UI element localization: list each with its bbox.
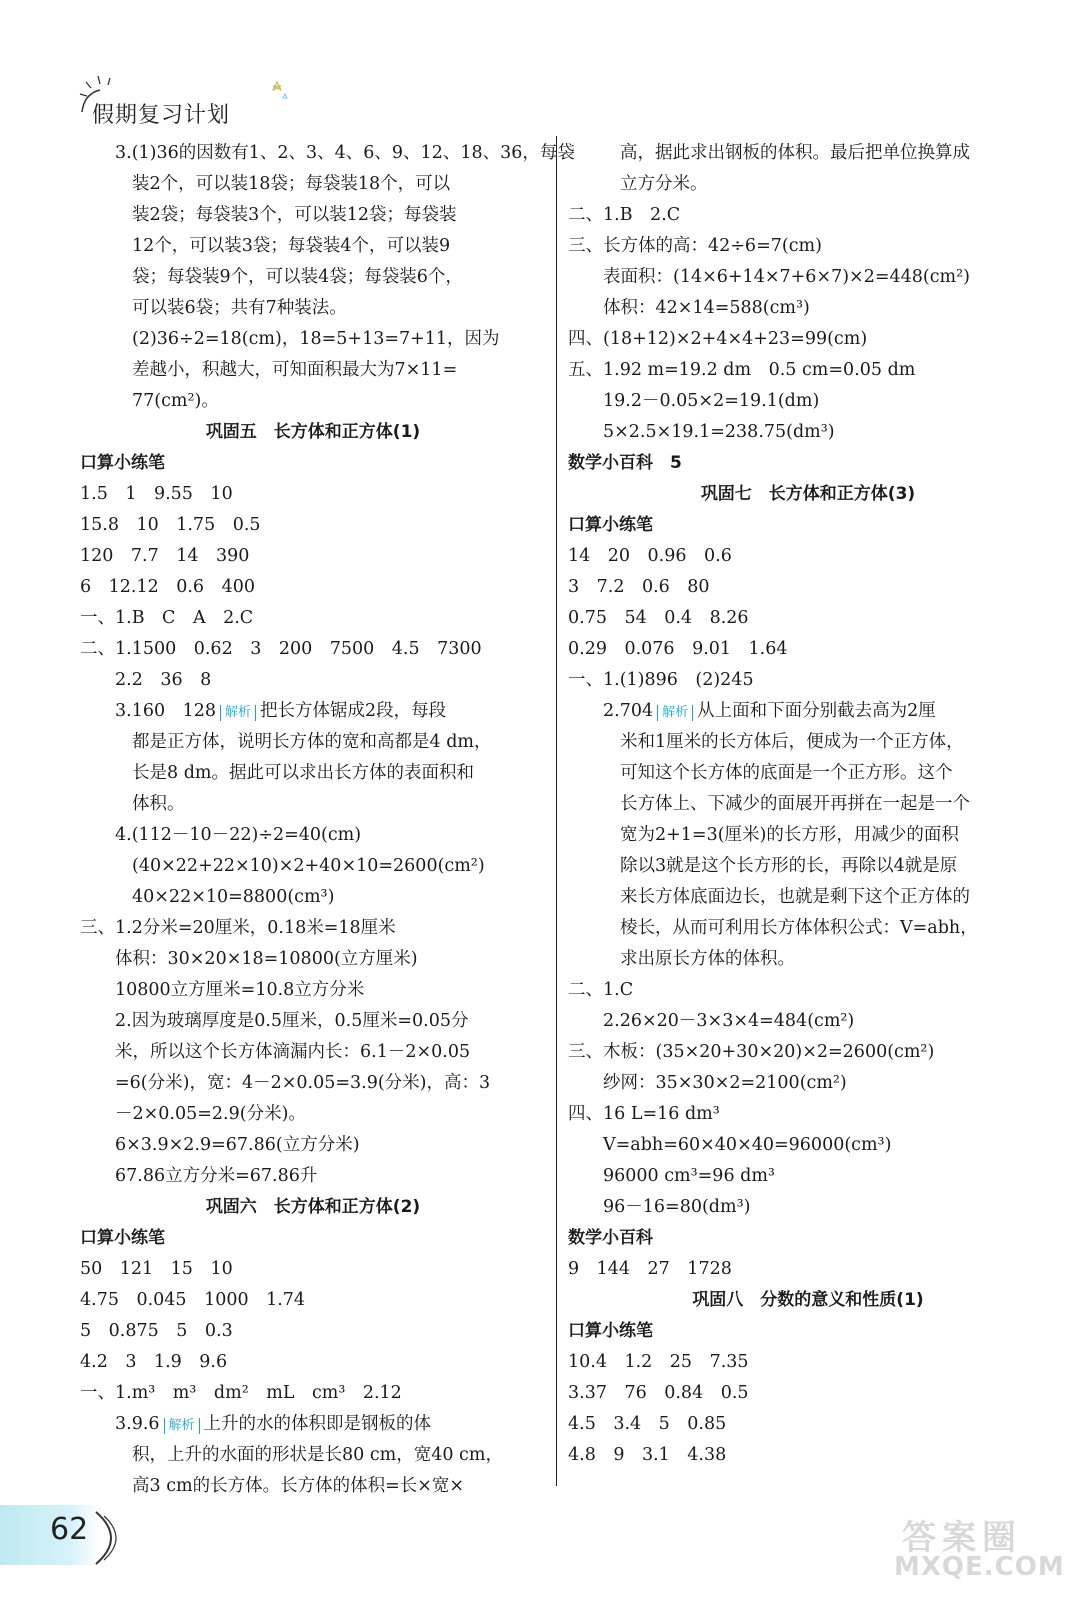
answer-line: =6(分米)，宽：4－2×0.05=3.9(分米)，高：3 [115, 1073, 491, 1093]
answer-line: 40×22×10=8800(cm³) [132, 887, 335, 907]
answer-line: 纱网：35×30×2=2100(cm²) [603, 1073, 847, 1093]
answer-line: 二、1.B 2.C [568, 205, 681, 225]
answer-line: 2.2 36 8 [115, 670, 212, 690]
answer-line: 一、1.m³ m³ dm² mL cm³ 2.12 [80, 1383, 402, 1403]
subsection-heading: 口算小练笔 [568, 1321, 653, 1341]
page-header [78, 72, 338, 132]
answer-line: 19.2－0.05×2=19.1(dm) [603, 391, 820, 411]
answer-line: 5 0.875 5 0.3 [80, 1321, 233, 1341]
answer-line: 50 121 15 10 [80, 1259, 233, 1279]
answer-line: 15.8 10 1.75 0.5 [80, 515, 261, 535]
answer-line: 4.2 3 1.9 9.6 [80, 1352, 228, 1372]
answer-text: 2.704 [603, 701, 654, 721]
subsection-heading: 数学小百科 5 [568, 453, 682, 473]
section-title: 巩固八 分数的意义和性质(1) [692, 1290, 924, 1310]
answer-line: 体积：42×14=588(cm³) [603, 298, 810, 318]
answer-line: 120 7.7 14 390 [80, 546, 250, 566]
answer-line: 五、1.92 m=19.2 dm 0.5 cm=0.05 dm [568, 360, 916, 380]
answer-line: 米和1厘米的长方体后，便成为一个正方体， [620, 732, 964, 752]
answer-line: 立方分米。 [620, 174, 708, 194]
answer-line: 除以3就是这个长方形的长，再除以4就是原 [620, 856, 958, 876]
answer-line: 装2个，可以装18袋；每袋装18个，可以 [132, 174, 451, 194]
answer-line: 高，据此求出钢板的体积。最后把单位换算成 [620, 143, 970, 163]
answer-text: 从上面和下面分别截去高为2厘 [697, 701, 936, 721]
answer-line [80, 696, 546, 727]
answer-line: 四、16 L=16 dm³ [568, 1104, 720, 1124]
answer-text: 3.9.6 [115, 1414, 160, 1434]
answer-line: 1.5 1 9.55 10 [80, 484, 233, 504]
page-number: 62 [50, 1512, 89, 1547]
answer-line: 体积。 [132, 794, 185, 814]
answer-line: 0.29 0.076 9.01 1.64 [568, 639, 788, 659]
left-column [80, 138, 575, 1502]
answer-line: 差越小，积越大，可知面积最大为7×11= [132, 360, 458, 380]
answer-line: 袋；每袋装9个，可以装4袋；每袋装6个， [132, 267, 463, 287]
analysis-tag: 解析 [164, 1418, 200, 1434]
answer-line: 4.5 3.4 5 0.85 [568, 1414, 727, 1434]
answer-line: 3.(1)36的因数有1、2、3、4、6、9、12、18、36，每袋 [115, 143, 575, 163]
answer-line: 积，上升的水面的形状是长80 cm，宽40 cm， [132, 1445, 503, 1465]
answer-line: 求出原长方体的体积。 [620, 949, 795, 969]
answer-line: 14 20 0.96 0.6 [568, 546, 732, 566]
answer-line: (40×22+22×10)×2+40×10=2600(cm²) [132, 856, 485, 876]
section-title: 巩固七 长方体和正方体(3) [700, 484, 916, 504]
answer-line: 可以装6袋；共有7种装法。 [132, 298, 347, 318]
column-divider [556, 136, 557, 1486]
answer-line: 二、1.C [568, 980, 634, 1000]
subsection-heading: 数学小百科 [568, 1228, 653, 1248]
answer-line: 三、1.2分米=20厘米，0.18米=18厘米 [80, 918, 396, 938]
answer-line: 4.75 0.045 1000 1.74 [80, 1290, 306, 1310]
answer-line: (2)36÷2=18(cm)，18=5+13=7+11，因为 [132, 329, 500, 349]
answer-line: 67.86立方分米=67.86升 [115, 1166, 318, 1186]
answer-line: 四、(18+12)×2+4×4+23=99(cm) [568, 329, 868, 349]
answer-line: 96－16=80(dm³) [603, 1197, 751, 1217]
watermark-logo: 答案圈 [902, 1518, 1022, 1558]
answer-line: 4.(112－10－22)÷2=40(cm) [115, 825, 362, 845]
answer-line: 2.26×20－3×3×4=484(cm²) [603, 1011, 855, 1031]
answer-line [568, 696, 1048, 727]
answer-line: 长是8 dm。据此可以求出长方体的表面积和 [132, 763, 474, 783]
answer-line: 宽为2+1=3(厘米)的长方形，用减少的面积 [620, 825, 959, 845]
header-title: 假期复习计划 [92, 103, 231, 128]
page-number-arc-icon [92, 1508, 132, 1568]
subsection-heading: 口算小练笔 [80, 453, 165, 473]
answer-line: 二、1.1500 0.62 3 200 7500 4.5 7300 [80, 639, 482, 659]
answer-line: 长方体上、下减少的面展开再拼在一起是一个 [620, 794, 970, 814]
answer-line: 米，所以这个长方体滴漏内长：6.1－2×0.05 [115, 1042, 471, 1062]
answer-line: 96000 cm³=96 dm³ [603, 1166, 775, 1186]
answer-line: 3.37 76 0.84 0.5 [568, 1383, 749, 1403]
answer-line: 10.4 1.2 25 7.35 [568, 1352, 749, 1372]
analysis-tag: 解析 [657, 705, 693, 721]
answer-line: 4.8 9 3.1 4.38 [568, 1445, 727, 1465]
section-title: 巩固五 长方体和正方体(1) [205, 422, 421, 442]
answer-line: 体积：30×20×18=10800(立方厘米) [115, 949, 418, 969]
subsection-heading: 口算小练笔 [80, 1228, 165, 1248]
answer-line: 3 7.2 0.6 80 [568, 577, 710, 597]
section-title: 巩固六 长方体和正方体(2) [205, 1197, 421, 1217]
answer-line: 77(cm²)。 [132, 391, 219, 411]
answer-line: 9 144 27 1728 [568, 1259, 732, 1279]
answer-line: 可知这个长方体的底面是一个正方形。这个 [620, 763, 953, 783]
answer-line: 高3 cm的长方体。长方体的体积=长×宽× [132, 1476, 465, 1496]
answer-line: 三、长方体的高：42÷6=7(cm) [568, 236, 822, 256]
answer-text: 把长方体锯成2段，每段 [260, 701, 447, 721]
analysis-tag: 解析 [220, 705, 256, 721]
answer-line: 来长方体底面边长，也就是剩下这个正方体的 [620, 887, 970, 907]
answer-text: 上升的水的体积即是钢板的体 [203, 1414, 432, 1434]
answer-line: 棱长，从而可利用长方体体积公式：V=abh， [620, 918, 978, 938]
answer-line: V=abh=60×40×40=96000(cm³) [603, 1135, 892, 1155]
answer-line: －2×0.05=2.9(分米)。 [115, 1104, 306, 1124]
answer-line: 一、1.B C A 2.C [80, 608, 254, 628]
answer-line: 12个，可以装3袋；每袋装4个，可以装9 [132, 236, 451, 256]
answer-line: 装2袋；每袋装3个，可以装12袋；每袋装 [132, 205, 457, 225]
answer-line: 2.因为玻璃厚度是0.5厘米，0.5厘米=0.05分 [115, 1011, 469, 1031]
right-column [568, 138, 1048, 1471]
answer-line: 10800立方厘米=10.8立方分米 [115, 980, 365, 1000]
answer-line: 6×3.9×2.9=67.86(立方分米) [115, 1135, 360, 1155]
answer-line [80, 1409, 546, 1440]
answer-line: 三、木板：(35×20+30×20)×2=2600(cm²) [568, 1042, 935, 1062]
answer-line: 6 12.12 0.6 400 [80, 577, 255, 597]
answer-line: 都是正方体，说明长方体的宽和高都是4 dm， [132, 732, 492, 752]
answer-text: 3.160 128 [115, 701, 217, 721]
answer-line: 表面积：(14×6+14×7+6×7)×2=448(cm²) [603, 267, 970, 287]
watermark [888, 1510, 1068, 1590]
answer-line: 一、1.(1)896 (2)245 [568, 670, 754, 690]
watermark-url: MXQE.COM [894, 1552, 1065, 1582]
answer-line: 5×2.5×19.1=238.75(dm³) [603, 422, 835, 442]
answer-line: 0.75 54 0.4 8.26 [568, 608, 749, 628]
subsection-heading: 口算小练笔 [568, 515, 653, 535]
